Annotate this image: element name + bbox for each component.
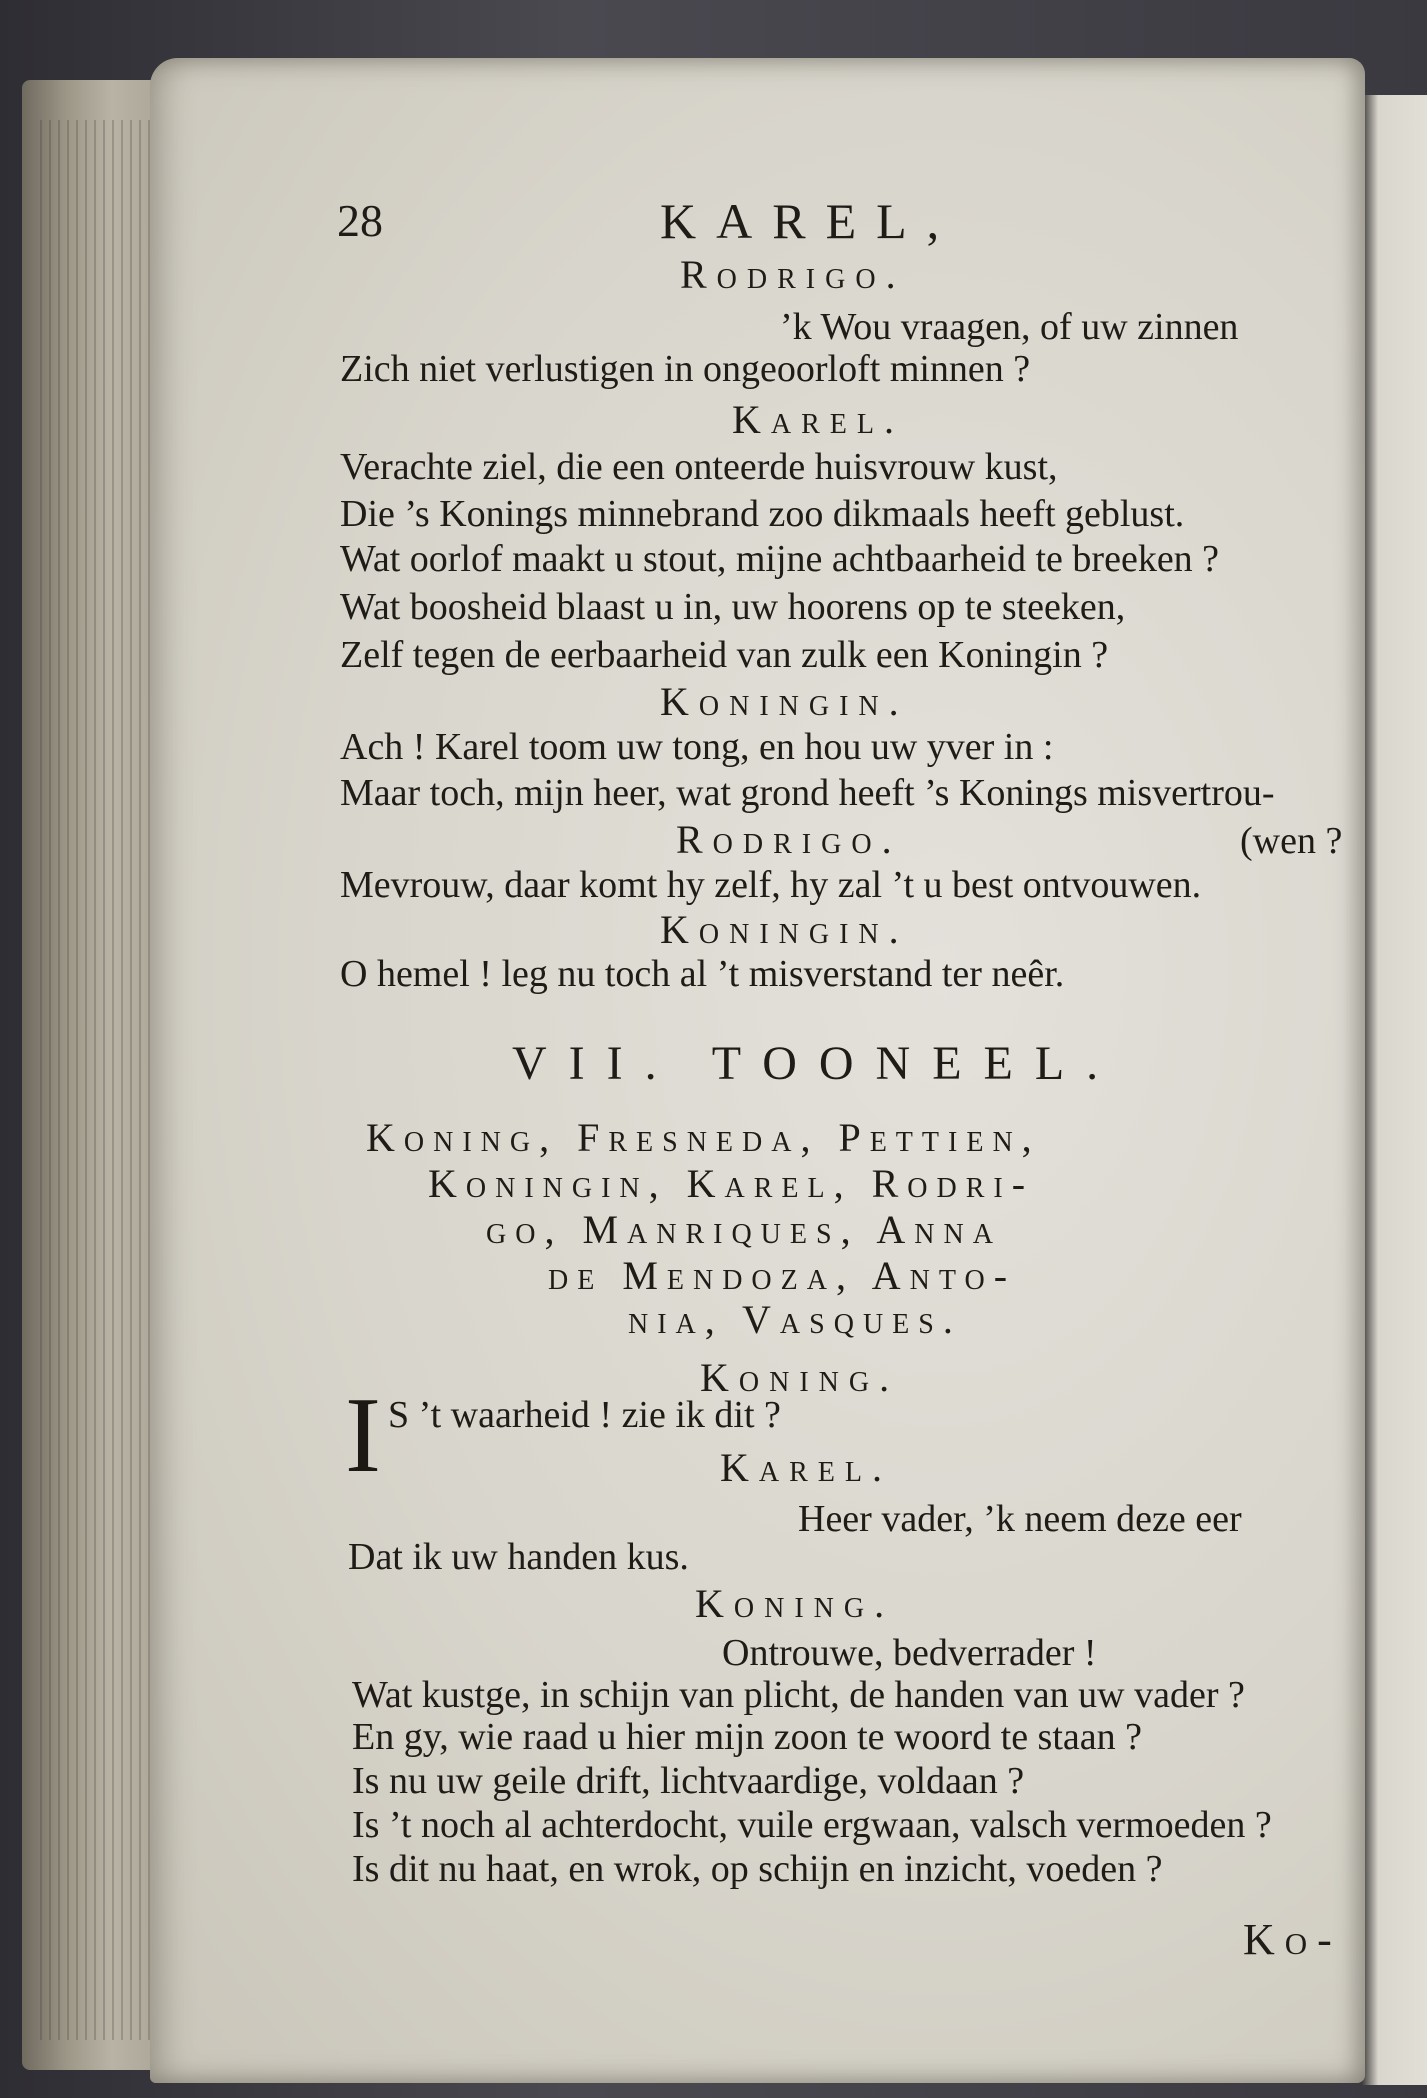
verse-line: O hemel ! leg nu toch al ’t misverstand ter neêr.: [340, 953, 1065, 995]
verse-line: Maar toch, mijn heer, wat grond heeft ’s Konings misvertrou-: [340, 772, 1275, 814]
verse-line: S ’t waarheid ! zie ik dit ?: [388, 1394, 781, 1436]
speaker-karel: Karel.: [720, 1445, 892, 1490]
verse-line: Ach ! Karel toom uw tong, en hou uw yver in :: [340, 726, 1054, 768]
speaker-koning: Koning.: [695, 1581, 895, 1626]
verse-line: Dat ik uw handen kus.: [348, 1536, 689, 1578]
verse-line: Is nu uw geile drift, lichtvaardige, voldaan ?: [352, 1760, 1025, 1802]
facing-page-edge: [1362, 95, 1427, 2085]
verse-line: Wat kustge, in schijn van plicht, de handen van uw vader ?: [352, 1674, 1245, 1716]
speaker-rodrigo: Rodrigo.: [676, 817, 902, 862]
verse-line: Is ’t noch al achterdocht, vuile ergwaan, valsch vermoeden ?: [352, 1804, 1272, 1846]
speaker-rodrigo: Rodrigo.: [680, 252, 906, 297]
verse-line: Die ’s Konings minnebrand zoo dikmaals heeft geblust.: [340, 493, 1185, 535]
drop-capital: I: [345, 1376, 381, 1495]
verse-line: Zelf tegen de eerbaarheid van zulk een Koningin ?: [340, 634, 1109, 676]
speaker-koning: Koning.: [700, 1355, 900, 1400]
scene-heading: VII. TOONEEL.: [512, 1037, 1121, 1090]
verse-line: Mevrouw, daar komt hy zelf, hy zal ’t u best ontvouwen.: [340, 864, 1202, 906]
verse-line: Wat boosheid blaast u in, uw hoorens op te steeken,: [340, 586, 1126, 628]
page-edges-texture: [40, 120, 150, 2040]
catchword: Ko-: [1243, 1915, 1342, 1964]
verse-line: ’k Wou vraagen, of uw zinnen: [780, 306, 1239, 348]
cast-line: de Mendoza, Anto-: [548, 1253, 1017, 1298]
verse-line: Is dit nu haat, en wrok, op schijn en inzicht, voeden ?: [352, 1848, 1163, 1890]
verse-line: En gy, wie raad u hier mijn zoon te woord te staan ?: [352, 1716, 1143, 1758]
cast-line: nia, Vasques.: [628, 1297, 962, 1342]
verse-line: Heer vader, ’k neem deze eer: [798, 1498, 1242, 1540]
speaker-karel: Karel.: [732, 397, 904, 442]
verse-line: Verachte ziel, die een onteerde huisvrouw kust,: [340, 446, 1058, 488]
speaker-koningin: Koningin.: [660, 679, 909, 724]
cast-line: go, Manriques, Anna: [486, 1207, 1002, 1252]
verse-line: Ontrouwe, bedverrader !: [722, 1632, 1097, 1674]
verse-line: Zich niet verlustigen in ongeoorloft minnen ?: [340, 348, 1031, 390]
cast-line: Koning, Fresneda, Pettien,: [366, 1115, 1041, 1160]
page-number: 28: [337, 195, 383, 246]
running-title: KAREL,: [660, 193, 960, 249]
verse-line-overflow: (wen ?: [1240, 820, 1343, 862]
verse-line: Wat oorlof maakt u stout, mijne achtbaarheid te breeken ?: [340, 538, 1220, 580]
speaker-koningin: Koningin.: [660, 907, 909, 952]
cast-line: Koningin, Karel, Rodri-: [428, 1161, 1035, 1206]
